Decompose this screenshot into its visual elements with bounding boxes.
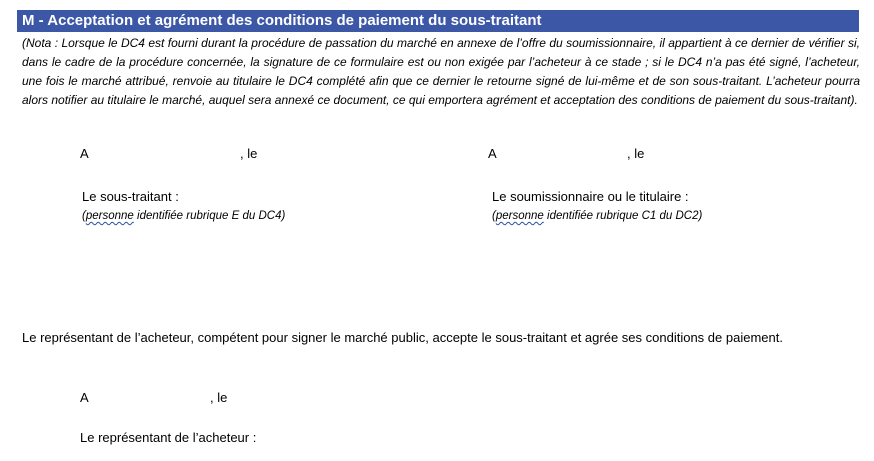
left-hint-word: personne	[85, 210, 134, 222]
acceptance-paragraph: Le représentant de l’acheteur, compétent pour signer le marché public, accepte le sous-traitant et agrée ses conditions de paiement.	[22, 330, 783, 345]
left-le-label: , le	[240, 146, 258, 161]
bottom-a-label: A	[80, 390, 89, 405]
right-le-label: , le	[627, 146, 645, 161]
bottom-le-label: , le	[210, 390, 228, 405]
right-a-label: A	[488, 146, 497, 161]
bottom-role-label: Le représentant de l’acheteur :	[80, 430, 257, 445]
right-hint-word: personne	[495, 210, 544, 222]
right-hint: (personne identifiée rubrique C1 du DC2)	[492, 210, 703, 222]
left-a-label: A	[80, 146, 89, 161]
left-role-label: Le sous-traitant :	[82, 189, 179, 204]
nota-paragraph: (Nota : Lorsque le DC4 est fourni durant la procédure de passation du marché en annexe de l’offre du soumissionnaire, il appartient à ce dernier de vérifier si, dans le cadre de la procédure concernée, la signature de ce formulaire est ou non exigée par l’acheteur à ce stade ; si le DC4 n’a pas été signé, l’acheteur, une fois le marché attribué, renvoie au titulaire le DC4 complété afin que ce dernier le retourne signé de lui-même et de son sous-traitant. L’acheteur pourra alors notifier au titulaire le marché, auquel sera annexé ce document, ce qui emportera agrément et acceptation des conditions de paiement du sous-traitant).	[22, 36, 860, 107]
left-hint-rest: identifiée rubrique E du DC4)	[133, 210, 286, 222]
section-title: M - Acceptation et agrément des conditions de paiement du sous-traitant	[17, 10, 859, 32]
right-hint-rest: identifiée rubrique C1 du DC2)	[543, 210, 703, 222]
right-role-label: Le soumissionnaire ou le titulaire :	[492, 189, 689, 204]
left-hint: (personne identifiée rubrique E du DC4)	[82, 210, 286, 222]
